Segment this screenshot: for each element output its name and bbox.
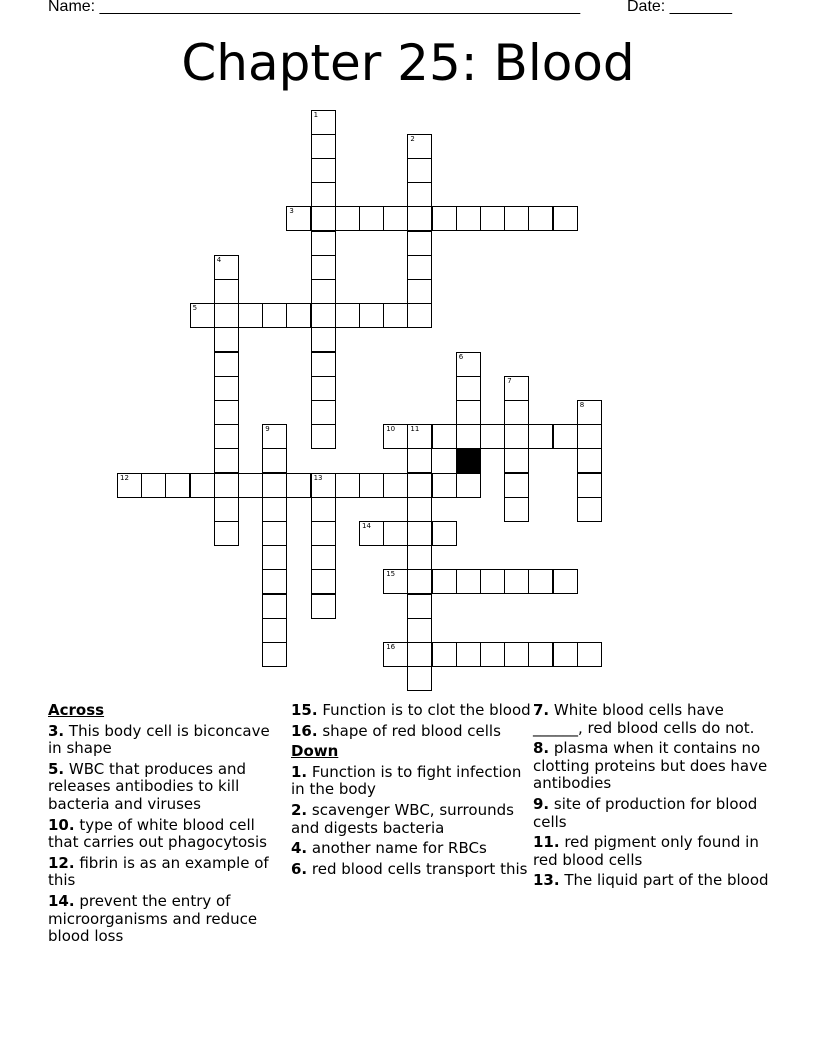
grid-cell[interactable] <box>311 303 336 328</box>
grid-cell[interactable] <box>504 473 529 498</box>
grid-cell[interactable] <box>262 424 287 449</box>
grid-cell[interactable] <box>480 642 505 667</box>
grid-cell[interactable] <box>456 376 481 401</box>
grid-cell[interactable] <box>407 473 432 498</box>
grid-cell[interactable] <box>480 569 505 594</box>
grid-cell[interactable] <box>407 255 432 280</box>
black-square <box>456 448 481 473</box>
grid-cell[interactable] <box>262 497 287 522</box>
grid-cell[interactable] <box>214 521 239 546</box>
clue-number: 1 <box>313 110 319 119</box>
grid-cell[interactable] <box>311 376 336 401</box>
grid-cell[interactable] <box>262 303 287 328</box>
clue-across-10: 10. type of white blood cell that carries out phagocytosis <box>48 815 267 852</box>
grid-cell[interactable] <box>407 594 432 619</box>
grid-cell[interactable] <box>383 521 408 546</box>
grid-cell[interactable] <box>262 448 287 473</box>
clue-down-11: 11. red pigment only found in red blood cells <box>533 833 759 869</box>
grid-cell[interactable] <box>359 206 384 231</box>
clue-down-6: 6. red blood cells transport this <box>291 859 528 878</box>
grid-cell[interactable] <box>504 400 529 425</box>
page-title: Chapter 25: Blood <box>181 34 635 92</box>
grid-cell[interactable] <box>311 255 336 280</box>
clue-column-1 <box>48 702 288 949</box>
grid-cell[interactable] <box>214 279 239 304</box>
grid-cell[interactable] <box>214 400 239 425</box>
grid-cell[interactable] <box>262 521 287 546</box>
clue-number: 5 <box>192 304 198 313</box>
grid-cell[interactable] <box>311 545 336 570</box>
grid-cell[interactable] <box>432 569 457 594</box>
grid-cell[interactable] <box>286 206 311 231</box>
clue-down-2: 2. scavenger WBC, surrounds and digests bacteria <box>291 800 514 837</box>
clue-number: 13 <box>313 473 323 482</box>
clue-across-15: 15. Function is to clot the blood <box>291 701 531 719</box>
grid-cell[interactable] <box>311 424 336 449</box>
name-label: Name: ______________________________________________________ <box>48 0 581 15</box>
grid-cell[interactable] <box>214 448 239 473</box>
grid-cell[interactable] <box>311 352 336 377</box>
grid-cell[interactable] <box>553 569 578 594</box>
grid-cell[interactable] <box>504 448 529 473</box>
clue-number: 16 <box>386 642 396 651</box>
clue-number: 4 <box>216 255 222 264</box>
grid-cell[interactable] <box>407 642 432 667</box>
clue-number: 8 <box>579 400 585 409</box>
grid-cell[interactable] <box>504 497 529 522</box>
grid-cell[interactable] <box>190 303 215 328</box>
grid-cell[interactable] <box>311 473 336 498</box>
clue-column-2 <box>291 702 531 881</box>
clue-number: 10 <box>386 425 396 434</box>
grid-cell[interactable] <box>407 618 432 643</box>
clue-across-12: 12. fibrin is as an example of this <box>48 853 269 890</box>
grid-cell[interactable] <box>407 158 432 183</box>
clue-down-4: 4. another name for RBCs <box>291 839 487 858</box>
grid-cell[interactable] <box>335 303 360 328</box>
clue-down-13: 13. The liquid part of the blood <box>533 871 769 890</box>
grid-cell[interactable] <box>214 352 239 377</box>
grid-cell[interactable] <box>528 206 553 231</box>
clue-down-7: 7. White blood cells have ______, red blood cells do not. <box>533 701 755 737</box>
grid-cell[interactable] <box>407 134 432 159</box>
grid-cell[interactable] <box>577 497 602 522</box>
grid-cell[interactable] <box>286 303 311 328</box>
grid-cell[interactable] <box>262 473 287 498</box>
grid-cell[interactable] <box>577 400 602 425</box>
grid-cell[interactable] <box>383 424 408 449</box>
grid-cell[interactable] <box>432 521 457 546</box>
grid-cell[interactable] <box>577 424 602 449</box>
grid-cell[interactable] <box>504 376 529 401</box>
grid-cell[interactable] <box>407 448 432 473</box>
grid-cell[interactable] <box>117 473 142 498</box>
clue-down-8: 8. plasma when it contains no clotting proteins but does have antibodies <box>533 739 768 793</box>
clue-number: 14 <box>362 521 371 530</box>
grid-cell[interactable] <box>262 569 287 594</box>
grid-cell[interactable] <box>359 521 384 546</box>
grid-cell[interactable] <box>432 206 457 231</box>
grid-cell[interactable] <box>432 424 457 449</box>
grid-cell[interactable] <box>262 545 287 570</box>
grid-cell[interactable] <box>262 642 287 667</box>
grid-cell[interactable] <box>214 473 239 498</box>
grid-cell[interactable] <box>311 400 336 425</box>
grid-cell[interactable] <box>214 497 239 522</box>
grid-cell[interactable] <box>528 424 553 449</box>
grid-cell[interactable] <box>359 473 384 498</box>
grid-cell[interactable] <box>311 569 336 594</box>
clue-across-14: 14. prevent the entry of microorganisms and reduce blood loss <box>48 891 258 946</box>
grid-cell[interactable] <box>504 569 529 594</box>
grid-cell[interactable] <box>407 666 432 691</box>
grid-cell[interactable] <box>553 206 578 231</box>
grid-cell[interactable] <box>577 448 602 473</box>
grid-cell[interactable] <box>407 569 432 594</box>
grid-cell[interactable] <box>407 182 432 207</box>
grid-cell[interactable] <box>504 206 529 231</box>
grid-cell[interactable] <box>262 618 287 643</box>
clue-number: 12 <box>120 473 129 482</box>
clue-across-16: 16. shape of red blood cells <box>291 721 501 740</box>
grid-cell[interactable] <box>456 473 481 498</box>
across-heading: Across <box>48 701 105 719</box>
grid-cell[interactable] <box>577 642 602 667</box>
grid-cell[interactable] <box>238 303 263 328</box>
clue-column-3 <box>533 702 773 893</box>
clue-number: 2 <box>410 134 415 143</box>
grid-cell[interactable] <box>456 206 481 231</box>
clue-number: 3 <box>289 207 294 216</box>
clue-down-9: 9. site of production for blood cells <box>533 794 758 831</box>
grid-cell[interactable] <box>456 352 481 377</box>
grid-cell[interactable] <box>311 158 336 183</box>
grid-cell[interactable] <box>504 424 529 449</box>
date-label: Date: _______ <box>627 0 732 15</box>
grid-cell[interactable] <box>311 110 336 135</box>
clue-number: 11 <box>410 425 420 434</box>
grid-cell[interactable] <box>214 255 239 280</box>
grid-cell[interactable] <box>432 473 457 498</box>
grid-cell[interactable] <box>432 642 457 667</box>
grid-cell[interactable] <box>456 569 481 594</box>
grid-cell[interactable] <box>383 569 408 594</box>
grid-cell[interactable] <box>407 424 432 449</box>
grid-cell[interactable] <box>456 400 481 425</box>
grid-cell[interactable] <box>214 376 239 401</box>
grid-cell[interactable] <box>407 303 432 328</box>
grid-cell[interactable] <box>359 303 384 328</box>
grid-cell[interactable] <box>190 473 215 498</box>
grid-cell[interactable] <box>214 303 239 328</box>
grid-cell[interactable] <box>577 473 602 498</box>
grid-cell[interactable] <box>456 424 481 449</box>
grid-cell[interactable] <box>262 594 287 619</box>
grid-cell[interactable] <box>407 279 432 304</box>
clue-across-5: 5. WBC that produces and releases antibodies to kill bacteria and viruses <box>48 759 247 813</box>
grid-cell[interactable] <box>407 231 432 256</box>
grid-cell[interactable] <box>214 424 239 449</box>
grid-cell[interactable] <box>141 473 166 498</box>
grid-cell[interactable] <box>553 424 578 449</box>
grid-cell[interactable] <box>311 497 336 522</box>
grid-cell[interactable] <box>311 594 336 619</box>
clue-number: 15 <box>386 570 396 579</box>
grid-cell[interactable] <box>407 521 432 546</box>
grid-cell[interactable] <box>383 642 408 667</box>
grid-cell[interactable] <box>165 473 190 498</box>
grid-cell[interactable] <box>528 569 553 594</box>
down-heading: Down <box>291 742 339 761</box>
grid-cell[interactable] <box>238 473 263 498</box>
grid-cell[interactable] <box>383 303 408 328</box>
grid-cell[interactable] <box>214 327 239 352</box>
grid-cell[interactable] <box>335 473 360 498</box>
grid-cell[interactable] <box>286 473 311 498</box>
grid-cell[interactable] <box>480 424 505 449</box>
clue-across-3: 3. This body cell is biconcave in shape <box>48 721 270 758</box>
grid-cell[interactable] <box>553 642 578 667</box>
clue-down-1: 1. Function is to fight infection in the body <box>291 762 522 799</box>
grid-cell[interactable] <box>311 521 336 546</box>
grid-cell[interactable] <box>407 206 432 231</box>
grid-cell[interactable] <box>456 642 481 667</box>
grid-cell[interactable] <box>407 497 432 522</box>
grid-cell[interactable] <box>335 206 360 231</box>
grid-cell[interactable] <box>528 642 553 667</box>
grid-cell[interactable] <box>480 206 505 231</box>
grid-cell[interactable] <box>407 545 432 570</box>
clue-number: 7 <box>507 376 512 385</box>
grid-cell[interactable] <box>311 182 336 207</box>
grid-cell[interactable] <box>383 473 408 498</box>
grid-cell[interactable] <box>311 134 336 159</box>
clue-number: 6 <box>458 352 464 361</box>
clue-number: 9 <box>265 425 270 434</box>
grid-cell[interactable] <box>311 279 336 304</box>
grid-cell[interactable] <box>311 206 336 231</box>
grid-cell[interactable] <box>383 206 408 231</box>
grid-cell[interactable] <box>504 642 529 667</box>
grid-cell[interactable] <box>311 327 336 352</box>
grid-cell[interactable] <box>311 231 336 256</box>
